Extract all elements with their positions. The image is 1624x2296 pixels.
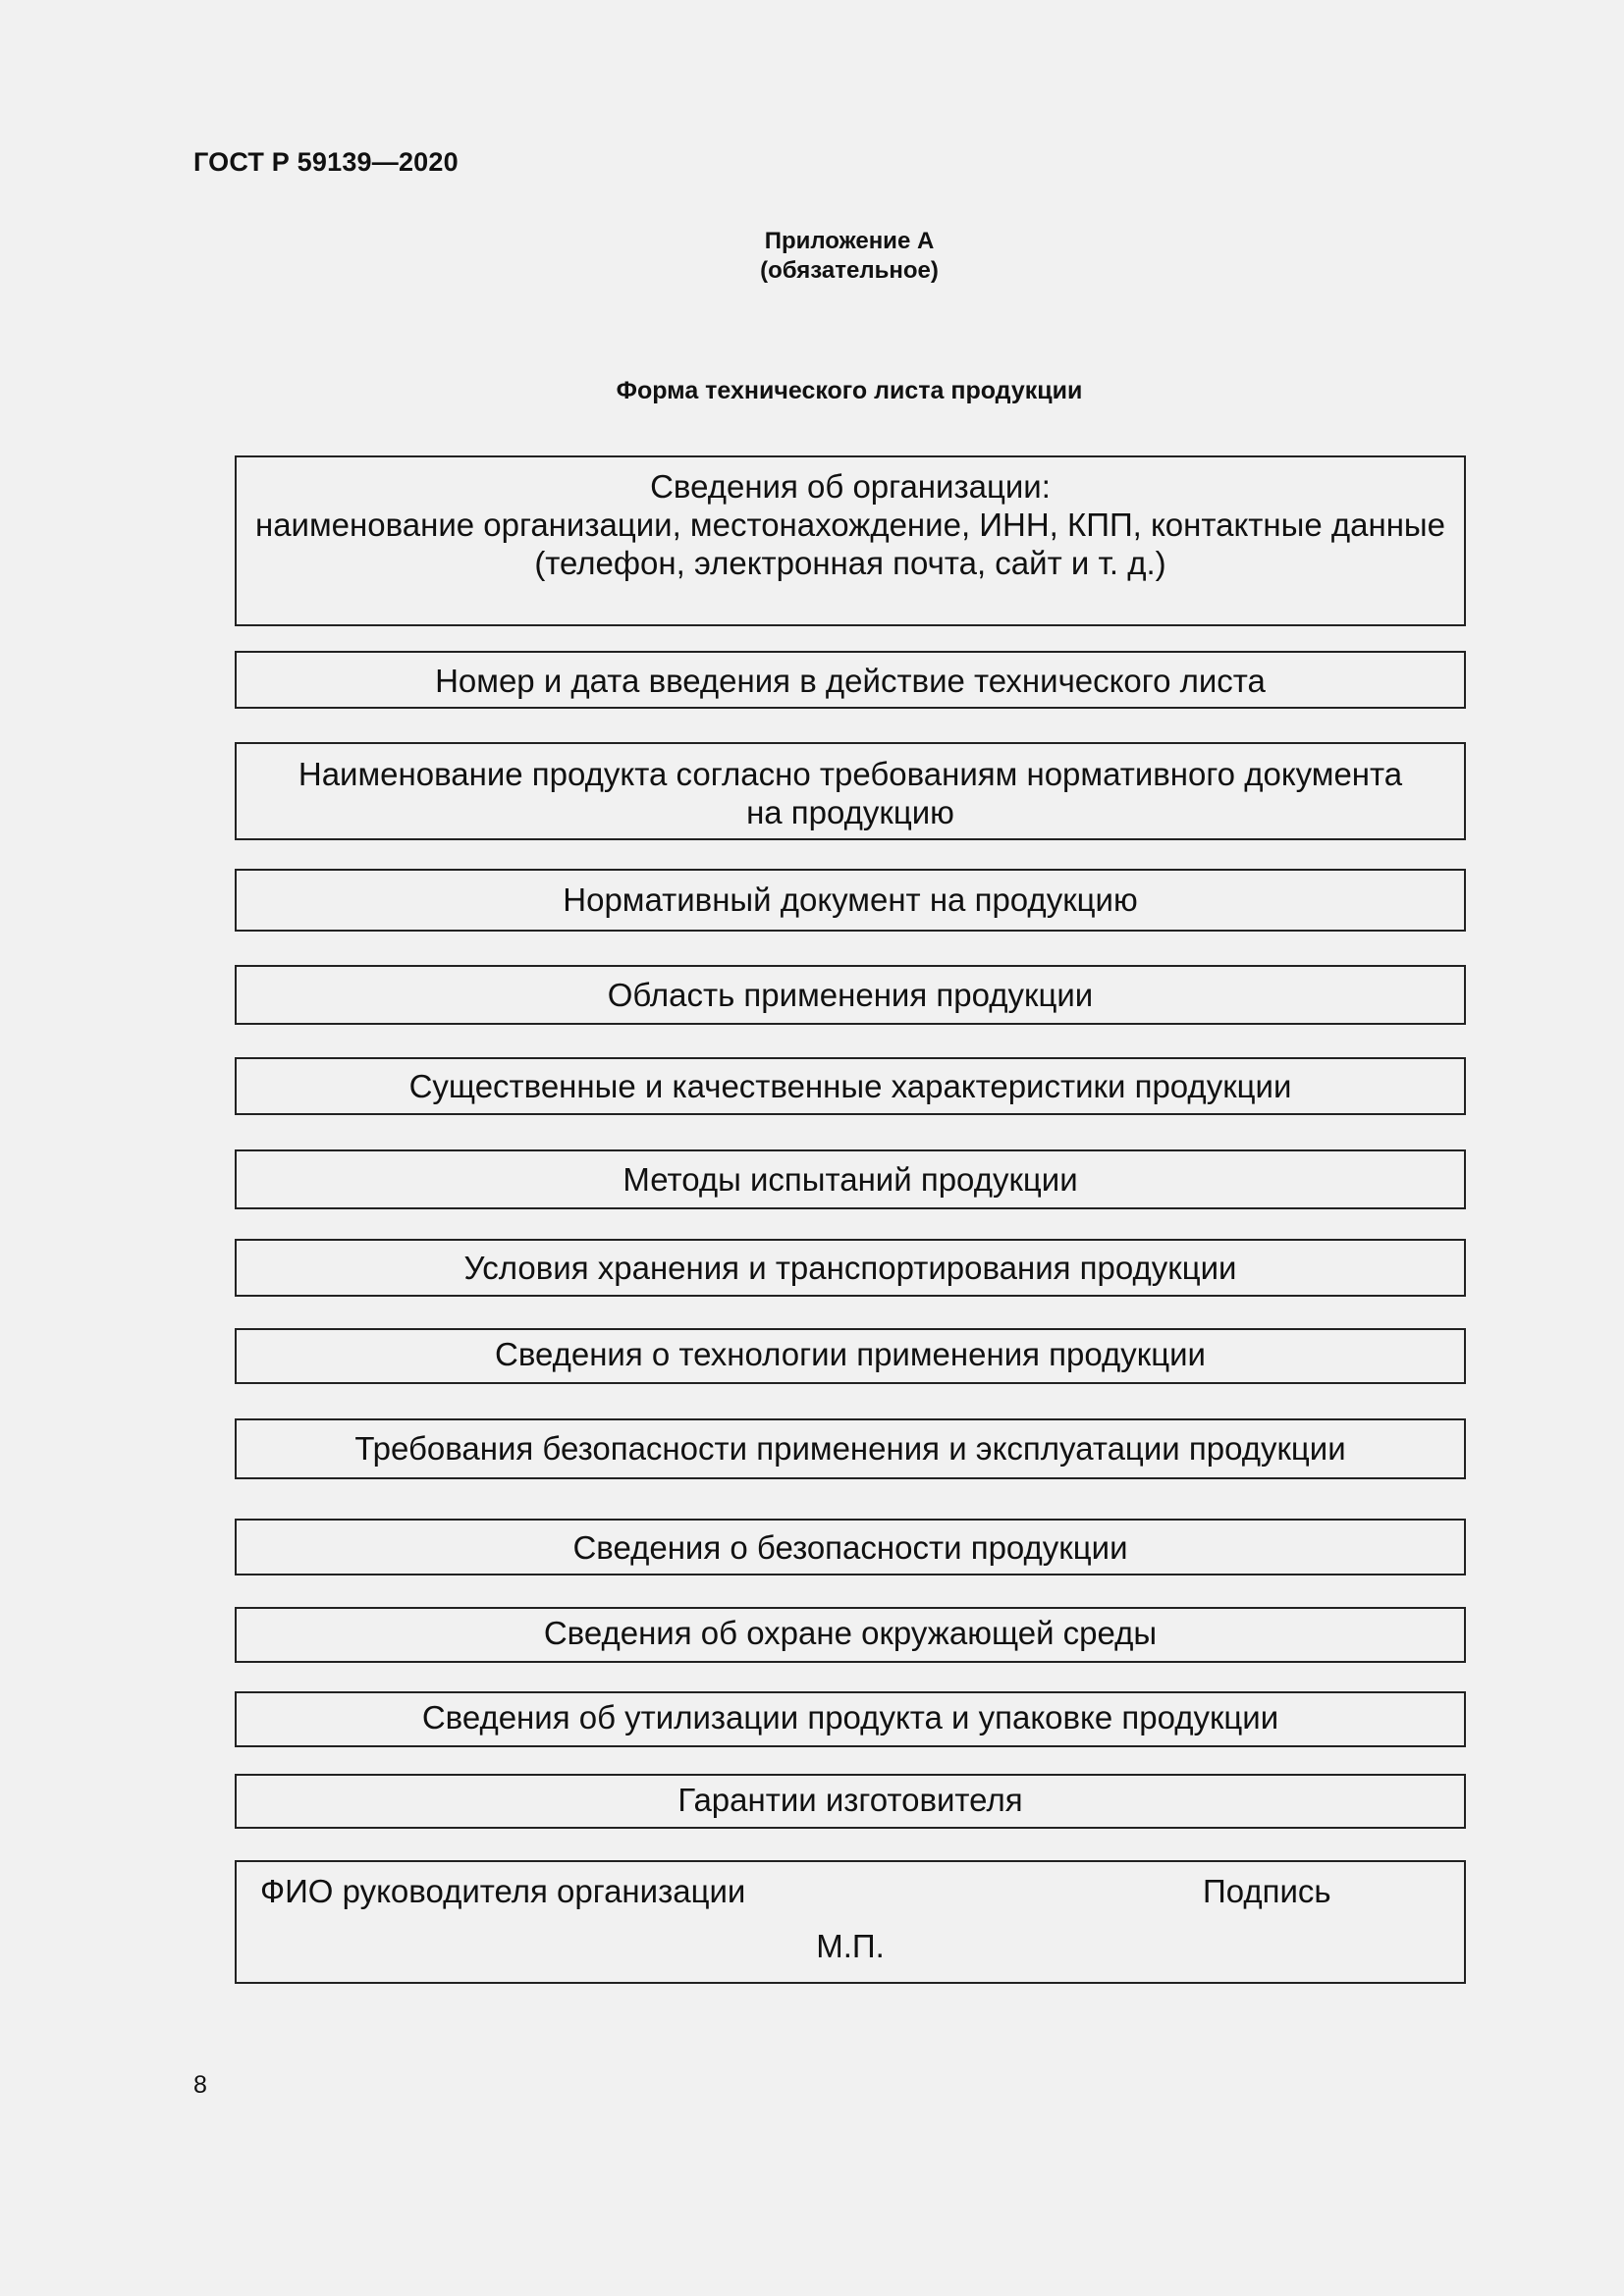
- appendix-note: (обязательное): [760, 257, 939, 284]
- organization-box: [235, 455, 1466, 626]
- field-text: Методы испытаний продукции: [623, 1161, 1078, 1198]
- field-box: [235, 651, 1466, 709]
- signature-box: [235, 1860, 1466, 1984]
- field-text: Сведения о технологии применения продукции: [494, 1336, 1206, 1372]
- field-box: [235, 1239, 1466, 1297]
- field-box: [235, 1149, 1466, 1209]
- field-text: на продукцию: [746, 794, 954, 830]
- field-box: [235, 1519, 1466, 1575]
- field-text: Область применения продукции: [607, 977, 1094, 1013]
- organization-details: наименование организации, местонахождение, ИНН, КПП, контактные данные: [254, 507, 1445, 543]
- form-title: Форма технического листа продукции: [616, 377, 1083, 404]
- field-box: [235, 869, 1466, 932]
- field-text: Нормативный документ на продукцию: [563, 881, 1138, 918]
- field-text: Гарантии изготовителя: [677, 1782, 1023, 1818]
- field-box: [235, 742, 1466, 840]
- organization-heading: Сведения об организации:: [650, 468, 1051, 505]
- stamp-place-label: М.П.: [816, 1928, 885, 1964]
- document-code: ГОСТ Р 59139—2020: [193, 147, 459, 177]
- field-box: [235, 1607, 1466, 1663]
- signature-label: Подпись: [1203, 1873, 1331, 1909]
- field-box: [235, 1057, 1466, 1115]
- field-text: Требования безопасности применения и эксплуатации продукции: [354, 1430, 1346, 1467]
- field-text: Сведения о безопасности продукции: [572, 1529, 1128, 1566]
- appendix-title: Приложение А: [764, 228, 935, 254]
- field-box: [235, 1691, 1466, 1747]
- field-text: Условия хранения и транспортирования продукции: [463, 1250, 1237, 1286]
- organization-contacts: (телефон, электронная почта, сайт и т. д.): [534, 545, 1166, 581]
- field-text: Сведения об охране окружающей среды: [543, 1615, 1158, 1651]
- director-name-label: ФИО руководителя организации: [260, 1873, 746, 1909]
- field-box: [235, 1328, 1466, 1384]
- field-box: [235, 965, 1466, 1025]
- field-text: Существенные и качественные характеристики продукции: [408, 1068, 1292, 1104]
- field-text: Номер и дата введения в действие технического листа: [435, 663, 1266, 699]
- field-text: Сведения об утилизации продукта и упаковке продукции: [421, 1699, 1279, 1735]
- field-box: [235, 1418, 1466, 1479]
- page-number: 8: [193, 2071, 207, 2099]
- field-text: Наименование продукта согласно требованиям нормативного документа: [298, 756, 1403, 792]
- field-box: [235, 1774, 1466, 1829]
